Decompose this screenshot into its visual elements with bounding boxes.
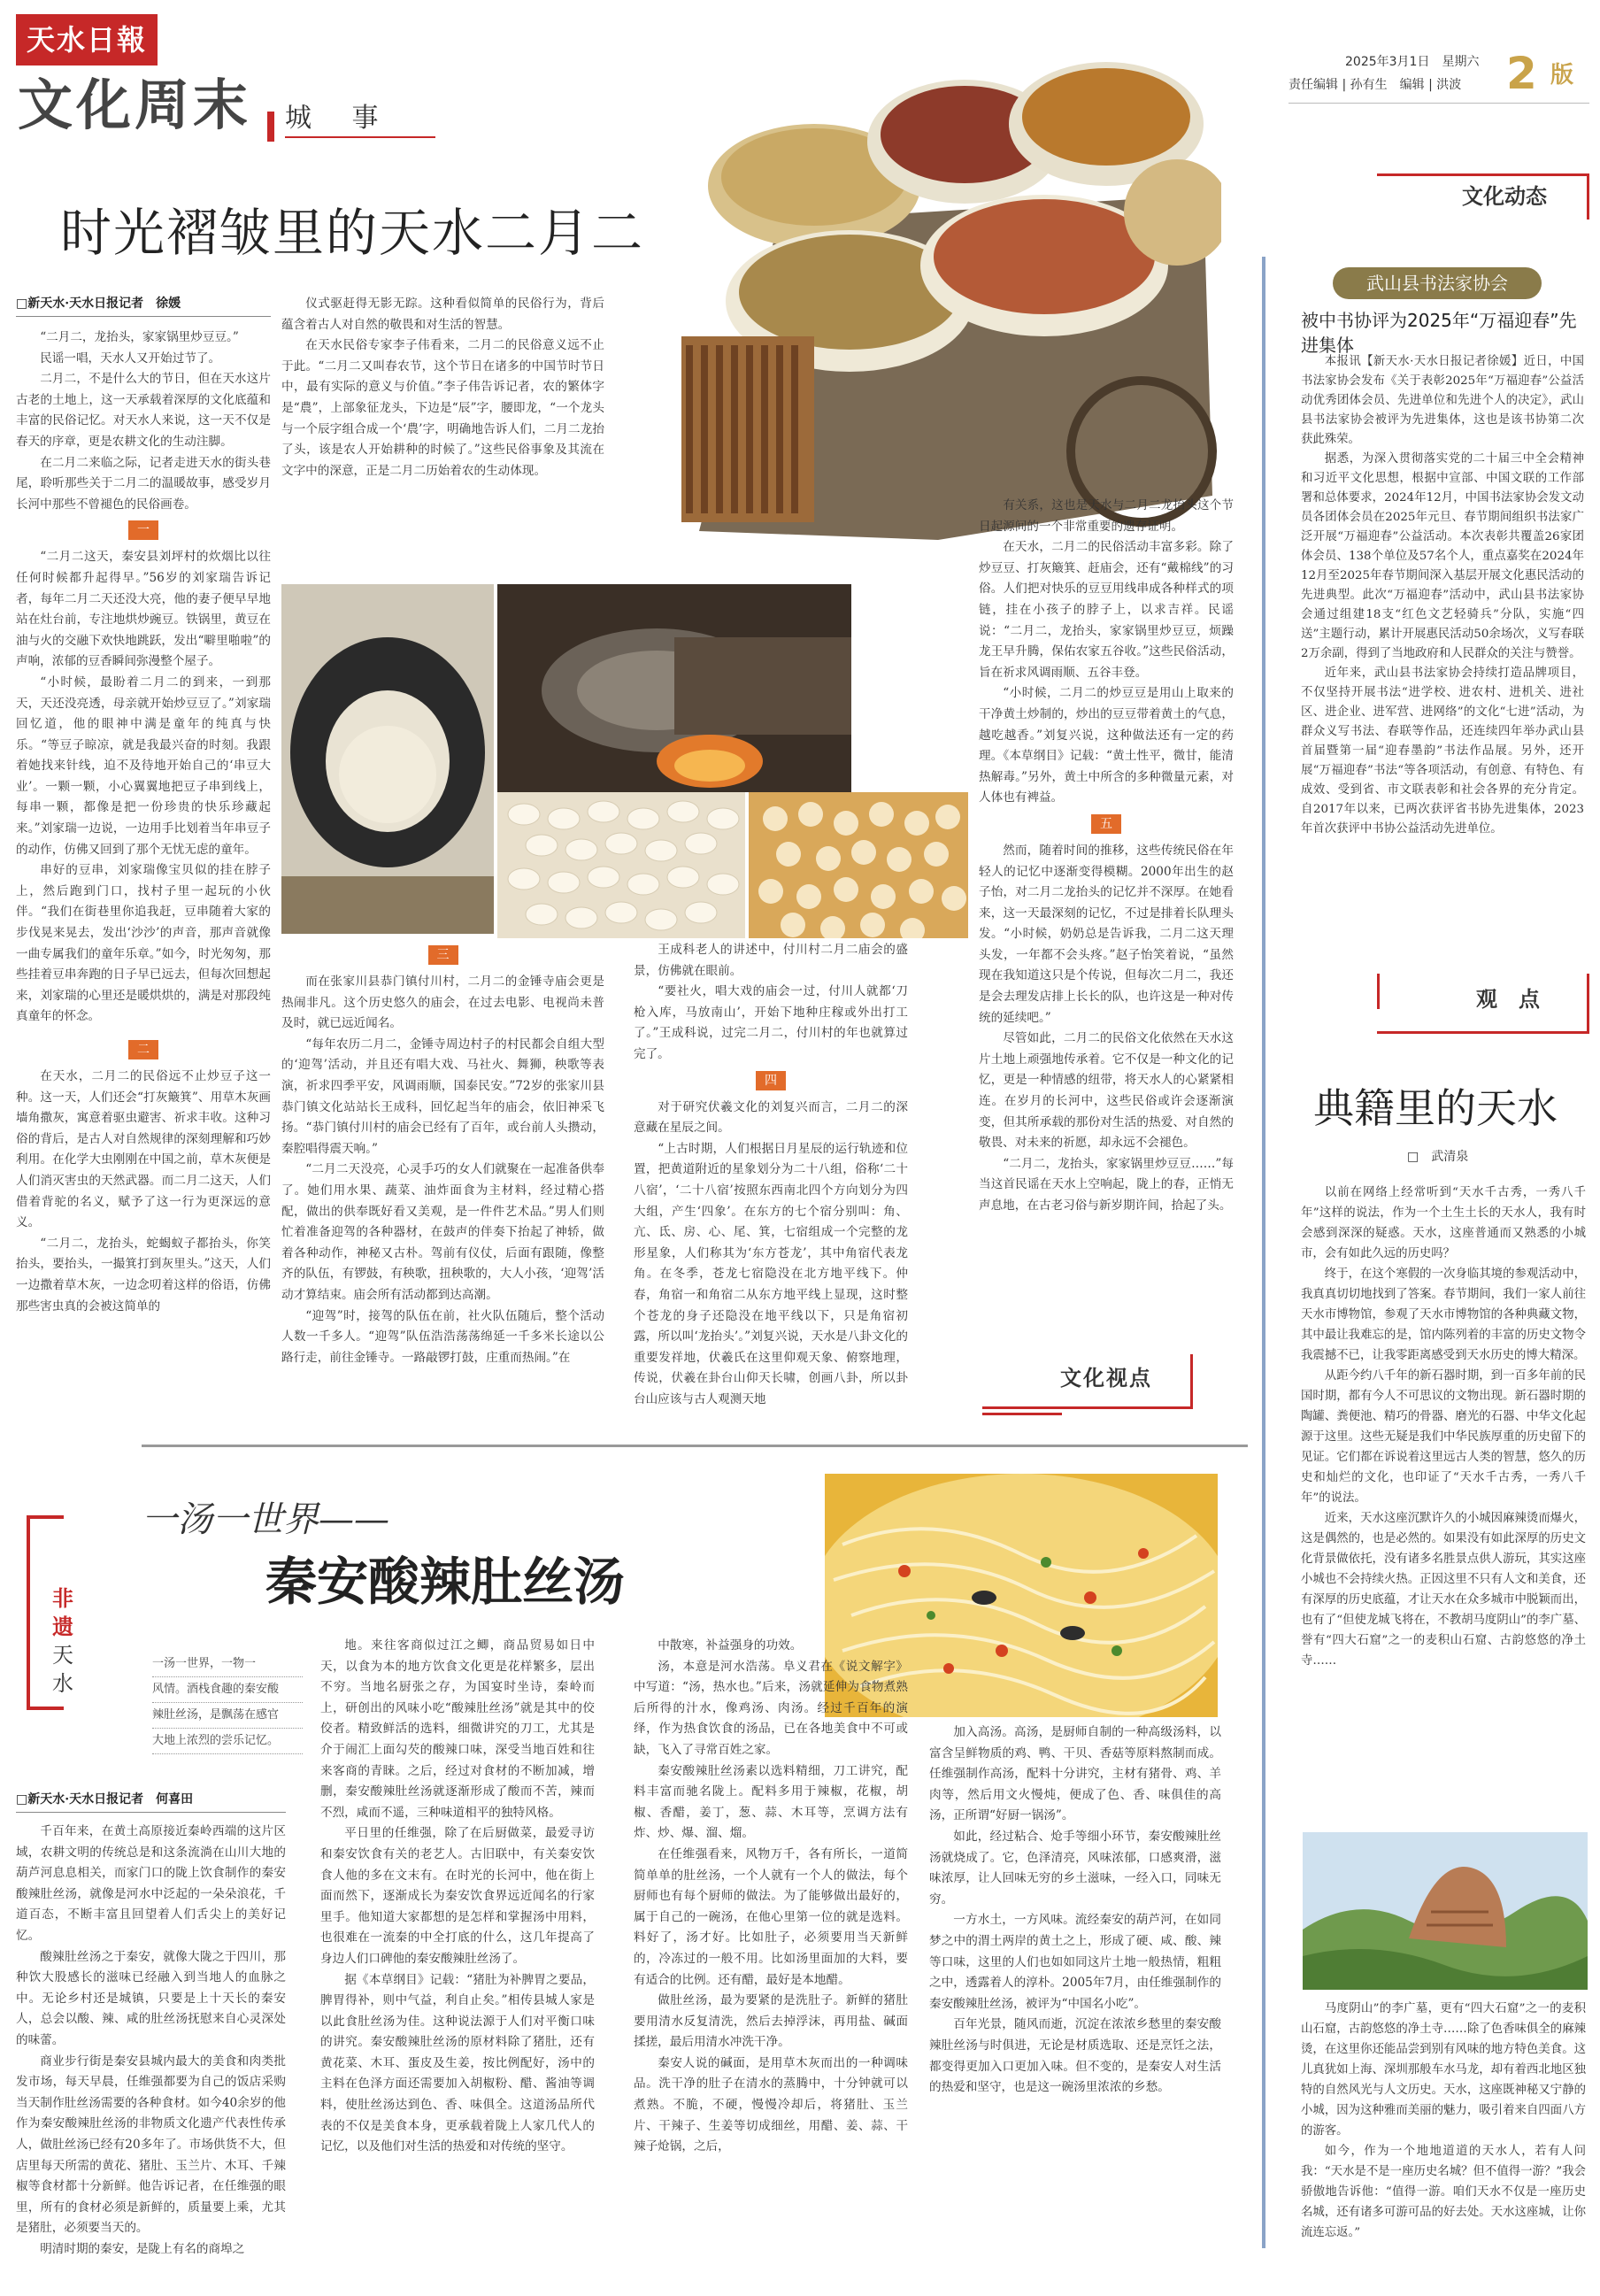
article1-col4-p: 在天水，二月二的民俗活动丰富多彩。除了炒豆豆、打灰簸箕、赶庙会，还有“戴棉线”的习俗。人们把对快乐的豆豆用线串成各种样式的项链，挂在小孩子的脖子上，以求吉祥。民谣说：“二月二，龙抬头，家家锅里炒豆豆，烦躁龙王早升腾，保佑农家五谷收。”这些民俗活动，旨在祈求风调雨顺、五谷丰登。 [979, 540, 1234, 680]
view-tag-label: 观 点 [1476, 987, 1540, 1012]
article1-col4 [979, 496, 1234, 1381]
article1-col1-p: “二月二，龙抬头，蛇蝎蚁子都抬头，你笑抬头，要抬头，一撮箕打到灰里头。”这天，人们一边撒着草木灰，一边念叨着这样的俗语，仿佛那些害虫真的会被这简单的 [16, 1236, 271, 1314]
article1-col2-bottom [281, 940, 604, 1427]
news-body-p: 本报讯【新天水·天水日报记者徐媛】近日，中国书法家协会发布《关于表彰2025年“万福迎春”公益活动优秀团体会员、先进单位和先进个人的决定》，武山县书法家协会被评为先进集体，这也是该书协第二次获此殊荣。 [1301, 355, 1584, 446]
page-unit: 版 [1550, 62, 1574, 89]
article2-col1-p: 明清时期的秦安，是陇上有名的商埠之 [40, 2241, 245, 2256]
article2-col3-p: 在任维强看来，风物万千，各有所长，一道简简单单的肚丝汤，一个人就有一个人的做法，每个厨师也有每个厨师的做法。为了能够做出最好的，属于自己的一碗汤，在他心里第一位的就是选料。料好了，汤才好。比如肚子，必须要用当天新鲜的，冷冻过的一般不用。比如汤里面加的大料，要有适合的比例。还有醋，最好是本地醋。 [634, 1846, 908, 1987]
section-title-accent [267, 112, 274, 142]
article2-col2-p: 据《本草纲目》记载：“猪肚为补脾胃之要品，脾胃得补，则中气益，利自止矣。”相传县城人家是以此食肚丝汤为佳。这种说法源于人们对平衡口味的讲究。秦安酸辣肚丝汤的原材料除了猪肚，还有黄花菜、木耳、蛋皮及生姜，按比例配好，汤中的主料在色泽方面还需要加入胡椒粉、醋、酱油等调料，使肚丝汤达到色、香、味俱全。这道汤品所代表的不仅是美食本身，更承载着陇上人家几代人的记忆，以及他们对生活的热爱和对传统的坚守。 [320, 1972, 595, 2154]
view-body-p: 如今，作为一个地地道道的天水人，若有人问我：“天水是不是一座历史名城？但不值得一游？”我会骄傲地告诉他：“值得一游。咱们天水不仅是一座历史名城，还有诸多可游可品的好去处。天水这座城，让你流连忘返。” [1301, 2145, 1586, 2239]
article1-col4-p: 尽管如此，二月二的民俗文化依然在天水这片土地上顽强地传承着。它不仅是一种文化的记忆，更是一种情感的纽带，将天水人的心紧紧相连。在岁月的长河中，这些民俗或许会逐渐演变，但其所承载的那份对生活的热爱、对自然的敬畏、对未来的祈愿，却永远不会褪色。 [979, 1031, 1234, 1151]
article2-col2-p: 平日里的任维强，除了在后厨做菜，最爱寻访和秦安饮食有关的老艺人。古旧联中，有关秦安饮食人他的多在文末有。在时光的长河中，他在街上面而然下，逐渐成长为秦安饮食界远近闻名的行家里手。他知道大家都想的是怎样和掌握汤中用料，也很难在一流秦的中全打底的什么，这几年提高了身边人们口碑他的秦安酸辣肚丝汤了。 [320, 1826, 595, 1966]
intro-line: 辣肚丝汤，是飘荡在感官 [152, 1703, 303, 1729]
article1-col2-p: 而在张家川县恭门镇付川村，二月二的金锤寺庙会更是热闹非凡。这个历史悠久的庙会，在过去电影、电视尚未普及时，就已远近闻名。 [281, 975, 604, 1031]
article2-col3-p: 做肚丝汤，最为要紧的是洗肚子。新鲜的猪肚要用清水反复清洗，然后去掉浮沫，再用盐、碱面揉搓，最后用清水冲洗干净。 [634, 1993, 908, 2050]
article1-col1-p: 在天水，二月二的民俗远不止炒豆子这一种。这一天，人们还会“打灰簸箕”、用草木灰画墙角撒灰，寓意着驱虫避害、祈求丰收。这种习俗的背后，是古人对自然规律的深刻理解和巧妙利用。在化学大虫刚刚在中国之前，草木灰便是人们消灭害虫的天然武器。而二月二这天，人们借着背驼的名义，赋予了这一行为更深远的意义。 [16, 1069, 271, 1230]
date-line: 2025年3月1日 星期六 [1345, 55, 1480, 69]
news-tag-label: 文化动态 [1462, 184, 1547, 209]
view-author: □ 武清泉 [1407, 1150, 1469, 1164]
article1-col2-p: “二月二天没亮，心灵手巧的女人们就聚在一起准备供奉了。她们用水果、蔬菜、油炸面食为主材料，经过精心搭配，做出的供奉既好看又美观，是一件件艺术品。”男人们则忙着准备迎驾的各种器材，在鼓声的伴奏下抬起了神轿，做着各种动作，神秘又古朴。驾前有仪仗，后面有跟随，像整齐的队伍，有锣鼓，有秧歌，扭秧歌的，大人小孩，‘迎驾’活动才算结束。庙会所有活动都到达高潮。 [281, 1162, 604, 1302]
news-banner: 武山县书法家协会 [1333, 267, 1542, 299]
news-tag-box [1377, 173, 1589, 220]
article1-title: 时光褶皱里的天水二月二 [60, 203, 645, 263]
popcorn-machine-photo [497, 584, 851, 792]
editors-line: 责任编辑 | 孙有生 编辑 | 洪波 [1288, 78, 1462, 92]
article1-col3-p: “上古时期，人们根据日月星辰的运行轨迹和位置，把黄道附近的星象划分为二十八组，俗称‘二十八宿’，‘二十八宿’按照东西南北四个方向划分为四大组，产生‘四象’。在东方的七个宿分别叫：角、亢、氐、房、心、尾、箕，七宿组成一个完整的龙形星象，人们称其为‘东方苍龙’，其中角宿代表龙角。在冬季，苍龙七宿隐没在北方地平线下。仲春，角宿一和角宿二从东方地平线上显现，这时整个苍龙的身子还隐没在地平线以下，只是角宿初露，所以叫‘龙抬头’。”刘复兴说，天水是八卦文化的重要发祥地，伏羲氏在这里仰观天象、俯察地理，传说，伏羲在卦台山仰天长啸，创画八卦，所以卦台山应该与古人观测天地 [634, 1141, 908, 1406]
grain-sacks-photo [673, 35, 1221, 540]
popcorn-photo [749, 792, 968, 938]
article2-col1-p: 千百年来，在黄土高原接近秦岭西端的这片区域，农耕文明的传统总是和这条流淌在山川大地的葫芦河息息相关，而家门口的陇上饮食制作的秦安酸辣肚丝汤，就像是河水中泛起的一朵朵浪花，千道百态，不断丰富且回望着人们舌尖上的美好记忆。 [16, 1824, 286, 1943]
article1-byline: □新天水·天水日报记者 徐媛 [16, 294, 271, 317]
paper-name-logo: 天水日報 [16, 14, 158, 65]
side-tag-char: 遗 [52, 1614, 73, 1639]
article1-col1-p: 二月二，不是什么大的节日，但在天水这片古老的土地上，这一天承载着深厚的文化底蕴和丰富的民俗记忆。对天水人来说，这一天不仅是春天的序章，更是农耕文化的生动注脚。 [16, 372, 271, 449]
article2-col4-p: 如此，经过粘合、炝手等细小环节，秦安酸辣肚丝汤就烧成了。它，色泽清亮，风味浓郁，口感爽滑，滋味浓厚，让人回味无穷的乡土滋味，一经入口，同味无穷。 [929, 1829, 1221, 1907]
article2-col4-p: 百年光景，随风而逝，沉淀在浓浓乡愁里的秦安酸辣肚丝汤与时俱进，无论是材质选取、还是烹饪之法，都变得更加入口更加入味。但不变的，是秦安人对生活的热爱和坚守，也是这一碗汤里浓浓的乡愁。 [929, 2017, 1221, 2095]
news-body-p: 近年来，武山县书法家协会持续打造品牌项目，不仅坚持开展书法“进学校、进农村、进机关、进社区、进企业、进军营、进网络”的文化“七进”活动，为群众义写书法、春联等作品，还连续四年举办武山县首届暨第一届“迎春墨韵”书法作品展。另外，还开展“万福迎春”书法“等各项活动，有创意、有特色、有成效、受到省、市文联表彰和社会各界的充分肯定。自2017年以来，已两次获评省书协先进集体，2023年首次获评中书协公益活动先进单位。 [1301, 666, 1584, 836]
maijishan-photo [1303, 1832, 1588, 1990]
column-divider [1262, 257, 1265, 2248]
article1-col1-p: “二月二，龙抬头，家家锅里炒豆豆。” [40, 330, 239, 344]
article2-col2-p: 地。来往客商似过江之鲫，商品贸易如日中天，以食为本的地方饮食文化更是花样繁多，层出不穷。当地名厨张之存，为国宴时坐诗，秦岭而上，研创出的风味小吃“酸辣肚丝汤”就是其中的佼佼者。精致鲜活的选料，细微讲究的刀工，尤其是介于闹汇上面勾芡的酸辣口味，深受当地百姓和往来客商的青睐。之后，经过对食材的不断加减，增删，秦安酸辣肚丝汤就逐渐形成了酸而不苦，辣而不烈，咸而不遥，三种味道相平的独特风格。 [320, 1638, 595, 1820]
pot-photo [281, 584, 494, 934]
article1-col1-p: 串好的豆串，刘家瑞像宝贝似的挂在脖子上，然后跑到门口，找村子里一起玩的小伙伴。“我们在街巷里你追我赶，豆串随着大家的步伐晃来晃去，发出‘沙沙’的声音，那声音就像一曲专属我们的童年乐章。”如今，时光匆匆，那些挂着豆串奔跑的日子早已远去，但每次回想起来，刘家瑞的心里还是暖烘烘的，满是对那段纯真童年的怀念。 [16, 863, 271, 1024]
section-number: 二 [128, 1040, 158, 1059]
view-tag-side [1377, 974, 1380, 1009]
article1-col1-p: “二月二这天，秦安县刘坪村的炊烟比以往任何时候都升起得早。”56岁的刘家瑞告诉记者，每年二月二天还没大亮，他的妻子便早早地站在灶台前，专注地烘炒豌豆。铁锅里，黄豆在油与火的交融下欢快地跳跃，发出“噼里啪啦”的声响，浓郁的豆香瞬间弥漫整个屋子。 [16, 550, 271, 669]
article1-col2-p: 仪式驱赶得无影无踪。这种看似简单的民俗行为，背后蕴含着古人对自然的敬畏和对生活的智慧。 [281, 297, 604, 332]
article1-col1-p: 民谣一唱，天水人又开始过节了。 [40, 351, 221, 366]
article2-col1 [16, 1790, 286, 2281]
article-divider [142, 1445, 1248, 1447]
view-body-p: 近来，天水这座沉默许久的小城因麻辣烫而爆火，这是偶然的，也是必然的。如果没有如此深厚的历史文化背景做依托，没有诸多名胜景点供人游玩，其实这座小城也不会持续火热。正因这里不只有人文和美食，还有深厚的历史底蕴，才让天水在众多城市中脱颖而出，也有了“但使龙城飞将在，不教胡马度阴山”的李广墓、誉有“四大石窟”之一的麦积山石窟、古韵悠悠的净土寺…… [1301, 1512, 1586, 1668]
article2-col3 [634, 1636, 908, 2282]
section-title: 文化周末 [18, 73, 252, 137]
side-tag [50, 1584, 76, 1698]
news-body [1301, 352, 1584, 947]
article1-col2-p: “迎驾”时，接驾的队伍在前，社火队伍随后，整个活动人数一千多人。“迎驾”队伍浩浩荡荡绵延一千多米长途以公路行走，前往金锤寺。一路敲锣打鼓，庄重而热闹。”在 [281, 1308, 604, 1365]
article1-col3 [634, 940, 908, 1427]
masthead-divider [1288, 103, 1589, 104]
section-number: 五 [1091, 814, 1121, 834]
article2-col4-p: 加入高汤。高汤，是厨师自制的一种高级汤料，以富含呈鲜物质的鸡、鸭、干贝、香菇等原料熬制而成。任维强制作高汤，配料十分讲究，主材有猪骨、鸡、羊肉等，然后用文火慢炖，便成了色、香、味俱佳的高汤，正所谓“好厨一锅汤”。 [929, 1725, 1221, 1823]
article1-col2-p: “每年农历二月二，金锤寺周边村子的村民都会自组大型的‘迎驾’活动，并且还有唱大戏、马社火、舞狮，秧歌等表演，祈求四季平安，风调雨顺，国泰民安。”72岁的张家川县恭门镇文化站站长王成科，回忆起当年的庙会，依旧神采飞扬。“恭门镇付川村的庙会已经有了百年，或台前人头攒动，秦腔唱得震天响。” [281, 1036, 604, 1156]
view-body-p: 从距今约八千年的新石器时期，到一百多年前的民国时期，都有今人不可思议的文物出现。新石器时期的陶罐、粪便池、精巧的骨器、磨光的石器、中华文化起源于这里。这些无疑是我们中华民族厚重的历史留下的见证。它们都在诉说着这里远古人类的智慧，悠久的历史和灿烂的文化，也印证了“天水千古秀，一秀八千年”的说法。 [1301, 1369, 1586, 1505]
article1-col3-p: “要社火，唱大戏的庙会一过，付川人就都‘刀枪入库，马放南山’，开始下地种庄稼或外出打工了。”王成科说，过完二月二，付川村的年也就算过完了。 [634, 984, 908, 1061]
intro-line: 风情。酒栈食趣的秦安酸 [152, 1677, 303, 1703]
view-tag-box [1377, 974, 1589, 1034]
article1-col2-top [281, 294, 604, 575]
viewpoint-underline [982, 1413, 1062, 1415]
article1-col4-p: 有关系，这也是天水与二月二龙抬头这个节日起源间的一个非常重要的遗存证明。 [979, 498, 1234, 534]
article2-col3-p: 中散寒，补益强身的功效。 [658, 1638, 803, 1653]
news-title: 被中书协评为2025年“万福迎春”先进集体 [1301, 310, 1577, 356]
news-body-p: 据悉，为深入贯彻落实党的二十届三中全会精神和习近平文化思想，根据中宣部、中国文联的工作部署和总体要求，2024年12月，中国书法家协会发文动员各团体会员在2025年元旦、春节期间组织书法家广泛开展“万福迎春”公益活动。本次表彰共覆盖26家团体会员、138个单位及57名个人，重点嘉奖在2024年12月至2025年春节期间深入基层开展文化惠民活动的先进典型。此次“万福迎春”活动中，武山县书法家协会通过组建18支“红色文艺轻骑兵”分队，实施“四送”主题行动，累计开展惠民活动50余场次，义写春联2万余副，得到了当地政府和人民群众的关注与赞誉。 [1301, 452, 1584, 660]
intro-line: 一汤一世界，一物一 [152, 1652, 303, 1677]
article2-col4 [929, 1722, 1221, 2282]
article1-col3-p: 王成科老人的讲述中，付川村二月二庙会的盛景，仿佛就在眼前。 [634, 943, 908, 978]
article2-title: 秦安酸辣肚丝汤 [265, 1552, 626, 1612]
viewpoint-tag-label: 文化视点 [1060, 1366, 1152, 1391]
article1-col4-p: “小时候，二月二的炒豆豆是用山上取来的干净黄土炒制的，炒出的豆豆带着黄土的气息，越吃越香。”刘复兴说，这种做法还有一定的药理。《本草纲目》记载：“黄土性平，微甘，能清热解毒。”另外，黄土中所含的多种微量元素，对人体也有裨益。 [979, 686, 1234, 805]
side-tag-char: 水 [52, 1671, 73, 1696]
article2-col1-p: 酸辣肚丝汤之于秦安，就像大陇之于四川，那种饮大股感长的滋味已经融入到当地人的血脉之中。无论乡村还是城镇，只要是上十天长的秦安人，总会以酸、辣、咸的肚丝汤抚慰来自心灵深处的味蕾。 [16, 1949, 286, 2047]
view-body [1301, 1183, 1586, 1899]
article2-col2 [320, 1636, 595, 2282]
view-body-end [1301, 1999, 1586, 2278]
article2-col3-p: 秦安酸辣肚丝汤素以选料精细，刀工讲究，配料丰富而驰名陇上。配料多用于辣椒，花椒，胡椒、香醋，姜丁，葱、蒜、木耳等，烹调方法有炸、炒、爆、溜、熘。 [634, 1763, 908, 1841]
article2-intro [152, 1652, 303, 1754]
article1-col4-p: 然而，随着时间的推移，这些传统民俗在年轻人的记忆中逐渐变得模糊。2000年出生的赵子怡，对二月二龙抬头的记忆并不深厚。在她看来，这一天最深刻的记忆，不过是排着长队理头发。“小时候，奶奶总是告诉我，二月二这天理头发，一年都不会头疼。”赵子怡笑着说，“虽然现在我知道这只是个传说，但每次二月二，我还是会去理发店排上长长的队，也许这是一种对传统的延续吧。” [979, 843, 1234, 1025]
sub-section-label: 城 事 [285, 101, 435, 138]
view-title: 典籍里的天水 [1313, 1084, 1558, 1132]
intro-line: 大地上浓烈的尝乐记忆。 [152, 1729, 303, 1754]
section-number: 三 [428, 945, 458, 965]
article1-col1-p: 在二月二来临之际，记者走进天水的街头巷尾，聆听那些关于二月二的温暖故事，感受岁月长河中那些不曾褪色的民俗画卷。 [16, 455, 271, 512]
section-number: 一 [128, 520, 158, 540]
view-body-p: 终于，在这个寒假的一次身临其境的参观活动中，我真真切切地找到了答案。春节期间，我们一家人前往天水市博物馆，参观了天水市博物馆的各种典藏文物，其中最让我难忘的是，馆内陈列着的丰富的历史文物令我震撼不已，让我零距离感受到天水历史的博大精深。 [1301, 1267, 1586, 1362]
article2-col3-p: 汤，本意是河水浩荡。阜义君在《说文解字》中写道：“汤，热水也。”后来，汤就延伸为食物煮熟后所得的汁水，像鸡汤、肉汤。经过千百年的演绎，作为热食饮食的汤品，已在各地美食中不可或缺，飞入了寻常百姓之家。 [634, 1659, 908, 1757]
article1-col4-p: “二月二，龙抬头，家家锅里炒豆豆……”每当这首民谣在天水上空响起，陇上的春，正悄无声息地，在古老习俗与新岁期许间，拾起了头。 [979, 1156, 1234, 1213]
article2-col3-p: 秦安人说的碱面，是用草木灰而出的一种调味品。洗干净的肚子在清水的蒸腾中，十分钟就可以煮熟。不脆，不硬，慢慢冷却后，将猪肚、玉兰片、干辣子、生姜等切成细丝，用醋、姜、蒜、干辣子炝锅，之后， [634, 2055, 908, 2154]
view-body-p: 以前在网络上经常听到“天水千古秀，一秀八千年”这样的说法，作为一个土生土长的天水人，我有时会感到深深的疑惑。天水，这座普通而又熟悉的小城市，会有如此久远的历史吗？ [1301, 1186, 1586, 1260]
section-number: 四 [756, 1071, 786, 1090]
article2-byline: □新天水·天水日报记者 何喜田 [16, 1790, 286, 1813]
article2-col4-p: 一方水土，一方风味。流经秦安的葫芦河，在如同梦之中的渭土两岸的黄土之上，形成了硬、咸、酸、辣等口味，这里的人们也如如同这片土地一般热情，粗粗之中，透露着人的淳朴。2005年7月，由任维强制作的秦安酸辣肚丝汤，被评为“中国名小吃”。 [929, 1913, 1221, 2011]
viewpoint-tag [982, 1354, 1193, 1409]
page-number: 2 [1506, 48, 1537, 99]
article1-col1 [16, 294, 271, 1427]
article1-col2-p: 在天水民俗专家李子伟看来，二月二的民俗意义远不止于此。“二月二又叫春农节，这个节日在诸多的中国节时节日中，最有实际的意义与价值。”李子伟告诉记者，农的繁体字是“農”，上部象征龙头，下边是“辰”字，腰即龙，“一个龙头与一个辰字组合成一个‘農’字，明确地告诉人们，二月二龙抬了头，该是农人开始耕种的时候了。”这些民俗事象及其流在文字中的深意，正是二月二历始着农的生动体现。 [281, 338, 604, 478]
article2-kicker: 一汤一世界—— [142, 1499, 389, 1540]
side-tag-char: 非 [52, 1586, 73, 1611]
view-body-p: 马度阴山”的李广墓，更有“四大石窟”之一的麦积山石窟，古韵悠悠的净土寺……除了色香味俱全的麻辣烫，在这里你还能品尝到别有风味的地方特色美食。这儿真犹如上海、深圳那般车水马龙，却有着西北地区独特的自然风光与人文历史。天水，这座既神秘又宁静的小城，因为这种雅而美丽的魅力，吸引着来自四面八方的游客。 [1301, 2002, 1586, 2138]
article1-col3-p: 对于研究伏羲文化的刘复兴而言，二月二的深意藏在星辰之间。 [634, 1099, 908, 1136]
article2-col1-p: 商业步行街是秦安县城内最大的美食和肉类批发市场，每天早晨，任维强都要为自己的饭店采购当天制作肚丝汤需要的各种食材。如今40余岁的他作为秦安酸辣肚丝汤的非物质文化遗产代表性传承人，做肚丝汤已经有20多年了。市场供货不大，但店里每天所需的黄花、猪肚、玉兰片、木耳、千辣椒等食材都十分新鲜。他告诉记者，在任维强的眼里，所有的食材必须是新鲜的，质量要上乘，尤其是猪肚，必须要当天的。 [16, 2053, 286, 2236]
beans-photo [497, 792, 745, 938]
article1-col1-p: “小时候，最盼着二月二的到来，一到那天，天还没亮透，母亲就开始炒豆豆了。”刘家瑞回忆道，他的眼神中满是童年的纯真与快乐。“等豆子晾凉，就是我最兴奋的时刻。我跟着她找来针线，迫不及待地开始自己的‘串豆大业’。一颗一颗，小心翼翼地把豆子串到线上，每串一颗，都像是把一份珍贵的快乐珍藏起来。”刘家瑞一边说，一边用手比划着当年串豆子的动作，仿佛又回到了那个无忧无虑的童年。 [16, 674, 271, 857]
side-tag-char: 天 [52, 1643, 73, 1668]
